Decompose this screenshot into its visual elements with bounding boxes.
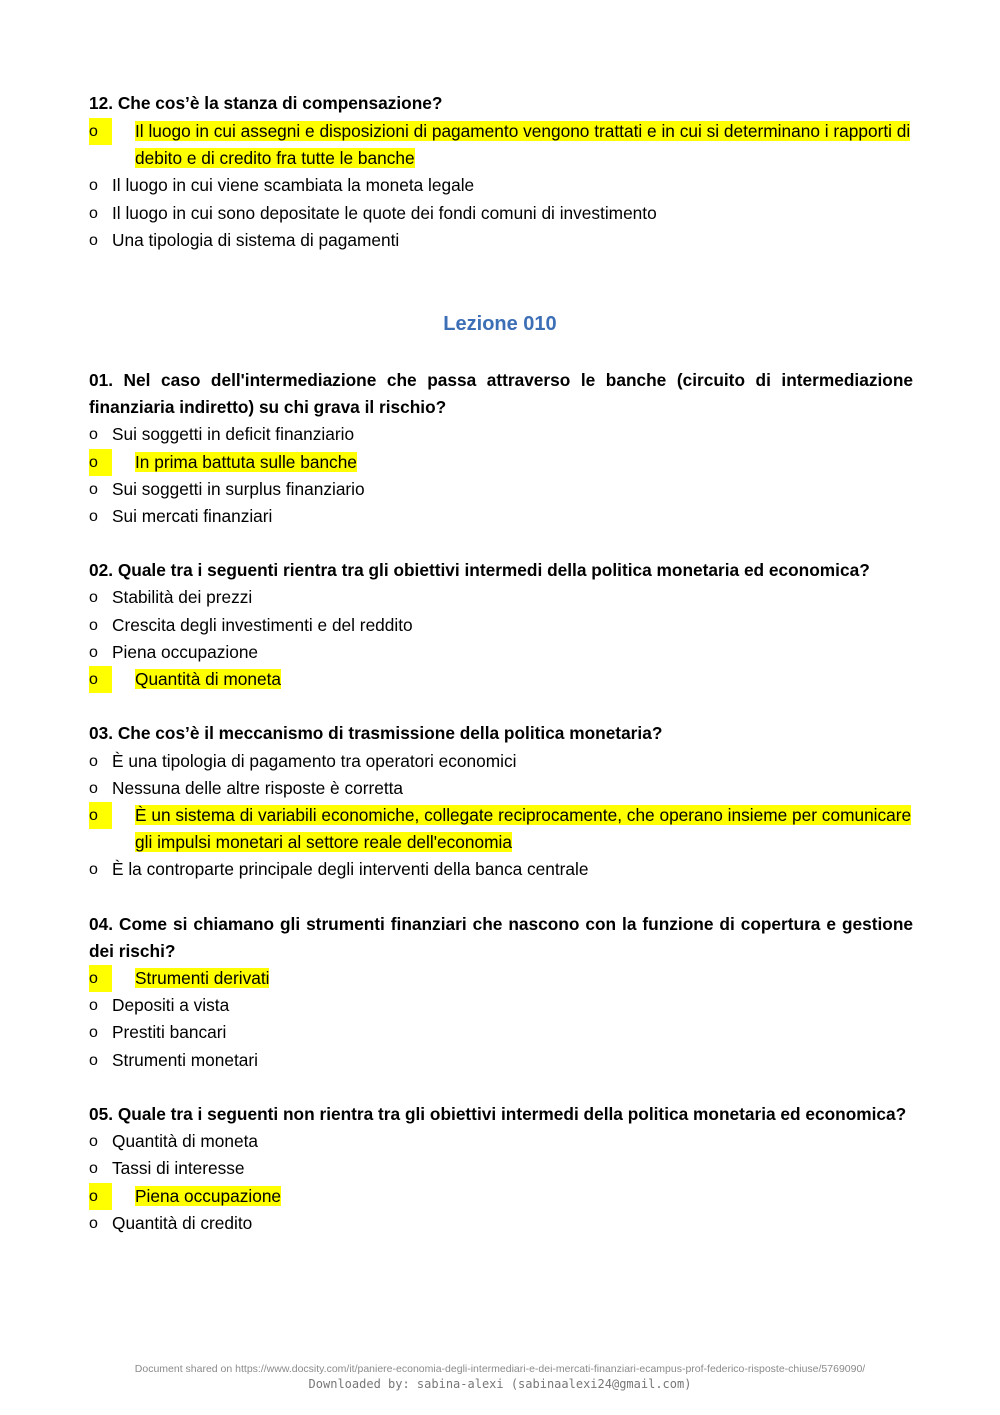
question-12: 12. Che cos’è la stanza di compensazione? [89, 93, 443, 113]
bullet-icon: o [89, 617, 98, 634]
option-04-2: o Depositi a vista [89, 992, 915, 1019]
bullet-icon: o [89, 861, 98, 878]
bullet-icon: o [89, 1024, 98, 1041]
option-01-4: o Sui mercati finanziari [89, 503, 915, 530]
option-02-2: o Crescita degli investimenti e del reddito [89, 612, 915, 639]
bullet-icon: o [89, 589, 98, 606]
bullet-icon: o [89, 753, 98, 770]
bullet-icon: o [89, 1183, 112, 1210]
bullet-icon: o [89, 205, 98, 222]
option-04-4: o Strumenti monetari [89, 1047, 915, 1074]
bullet-icon: o [89, 802, 112, 829]
bullet-icon: o [89, 481, 98, 498]
bullet-icon: o [89, 508, 98, 525]
question-03: 03. Che cos’è il meccanismo di trasmissione della politica monetaria? [89, 723, 663, 743]
bullet-icon: o [89, 177, 98, 194]
bullet-icon: o [89, 965, 112, 992]
question-04: 04. Come si chiamano gli strumenti finanziari che nascono con la funzione di copertura e gestione dei rischi? [89, 914, 913, 962]
option-03-1: o È una tipologia di pagamento tra operatori economici [89, 748, 915, 775]
question-05: 05. Quale tra i seguenti non rientra tra gli obiettivi intermedi della politica monetaria ed economica? [89, 1104, 907, 1124]
option-03-3-correct: o È un sistema di variabili economiche, collegate reciprocamente, che operano insieme per comunicare gli impulsi monetari al settore reale dell'economia [89, 802, 915, 856]
option-05-3-correct: o Piena occupazione [89, 1183, 915, 1210]
lesson-heading: Lezione 010 [443, 313, 557, 335]
option-05-1: o Quantità di moneta [89, 1128, 915, 1155]
option-04-3: o Prestiti bancari [89, 1019, 915, 1046]
bullet-icon: o [89, 1160, 98, 1177]
option-12-1-correct: o Il luogo in cui assegni e disposizioni di pagamento vengono trattati e in cui si determinano i rapporti di debito e di credito fra tutte le banche [89, 118, 915, 172]
option-01-1: o Sui soggetti in deficit finanziario [89, 421, 915, 448]
footer-downloaded-by: Downloaded by: sabina-alexi (sabinaalexi24@gmail.com) [308, 1377, 692, 1391]
bullet-icon: o [89, 644, 98, 661]
bullet-icon: o [89, 780, 98, 797]
option-02-4-correct: o Quantità di moneta [89, 666, 915, 693]
footer-shared-link[interactable]: Document shared on https://www.docsity.com/it/paniere-economia-degli-intermediari-e-dei-mercati-finanziari-ecampus-prof-federico-risposte-chiuse/5769090/ [134, 1363, 866, 1375]
option-05-4: o Quantità di credito [89, 1210, 915, 1237]
option-12-3: o Il luogo in cui sono depositate le quote dei fondi comuni di investimento [89, 200, 915, 227]
option-02-1: o Stabilità dei prezzi [89, 584, 915, 611]
option-05-2: o Tassi di interesse [89, 1155, 915, 1182]
question-02: 02. Quale tra i seguenti rientra tra gli obiettivi intermedi della politica monetaria ed economica? [89, 560, 870, 580]
option-12-2: o Il luogo in cui viene scambiata la moneta legale [89, 172, 915, 199]
bullet-icon: o [89, 997, 98, 1014]
option-01-3: o Sui soggetti in surplus finanziario [89, 476, 915, 503]
bullet-icon: o [89, 666, 112, 693]
option-02-3: o Piena occupazione [89, 639, 915, 666]
bullet-icon: o [89, 118, 112, 145]
option-03-4: o È la controparte principale degli interventi della banca centrale [89, 856, 915, 883]
bullet-icon: o [89, 1215, 98, 1232]
question-01: 01. Nel caso dell'intermediazione che passa attraverso le banche (circuito di intermediazione finanziaria indiretto) su chi grava il rischio? [89, 370, 913, 418]
option-03-2: o Nessuna delle altre risposte è corretta [89, 775, 915, 802]
bullet-icon: o [89, 232, 98, 249]
bullet-icon: o [89, 1133, 98, 1150]
bullet-icon: o [89, 1052, 98, 1069]
option-12-4: o Una tipologia di sistema di pagamenti [89, 227, 915, 254]
bullet-icon: o [89, 426, 98, 443]
option-04-1-correct: o Strumenti derivati [89, 965, 915, 992]
option-01-2-correct: o In prima battuta sulle banche [89, 449, 915, 476]
bullet-icon: o [89, 449, 112, 476]
